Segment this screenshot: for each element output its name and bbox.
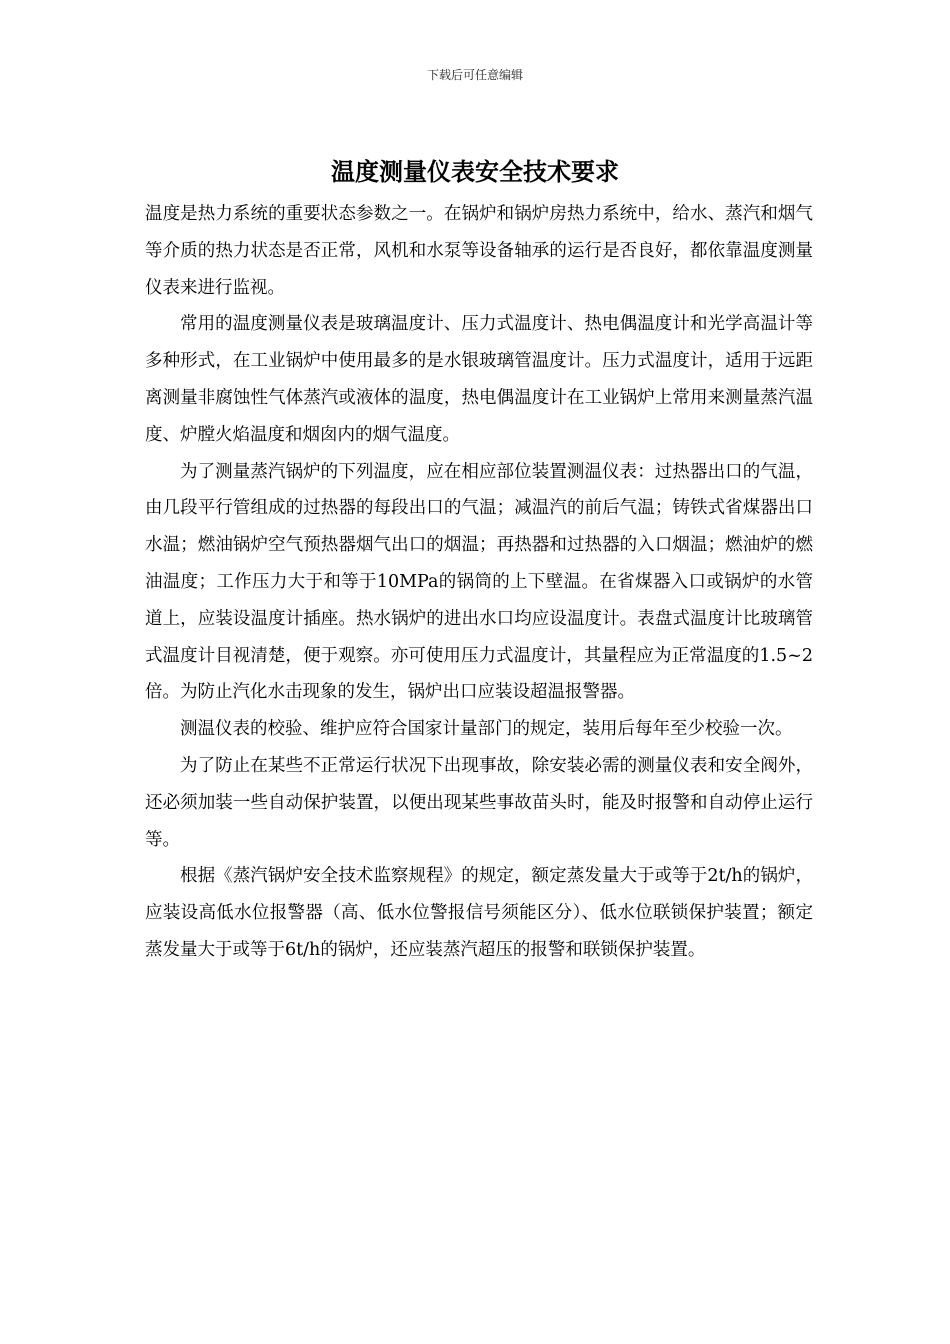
- paragraph-auto-protection: 为了防止在某些不正常运行状况下出现事故，除安装必需的测量仪表和安全阀外，还必须加装一些自动保护装置，以便出现某些事故苗头时，能及时报警和自动停止运行等。: [145, 755, 813, 850]
- document-title: 温度测量仪表安全技术要求: [331, 157, 619, 186]
- paragraph-steam-boiler-temperatures: 为了测量蒸汽锅炉的下列温度，应在相应部位装置测温仪表：过热器出口的气温，由几段平行管组成的过热器的每段出口的气温；减温汽的前后气温；铸铁式省煤器出口水温；燃油锅炉空气预热器烟气出口的烟温；再热器和过热器的入口烟温；燃油炉的燃油温度；工作压力大于和等于10MPa的锅筒的上下壁温。在省煤器入口或锅炉的水管道上，应装设温度计插座。热水锅炉的进出水口均应设温度计。表盘式温度计比玻璃管式温度计目视清楚，便于观察。亦可使用压力式温度计，其量程应为正常温度的1.5~2倍。为防止汽化水击现象的发生，锅炉出口应装设超温报警器。: [145, 461, 813, 703]
- page-header: 下载后可任意编辑: [426, 68, 523, 82]
- document-body: [145, 196, 813, 969]
- paragraph-calibration: 测温仪表的校验、维护应符合国家计量部门的规定，装用后每年至少校验一次。: [180, 719, 793, 740]
- paragraph-intro: 温度是热力系统的重要状态参数之一。在锅炉和锅炉房热力系统中，给水、蒸汽和烟气等介质的热力状态是否正常，风机和水泵等设备轴承的运行是否良好，都依靠温度测量仪表来进行监视。: [145, 204, 813, 298]
- paragraph-regulation: 根据《蒸汽锅炉安全技术监察规程》的规定，额定蒸发量大于或等于2t/h的锅炉，应装设高低水位报警器（高、低水位警报信号须能区分）、低水位联锁保护装置；额定蒸发量大于或等于6t/h的锅炉，还应装蒸汽超压的报警和联锁保护装置。: [145, 866, 813, 960]
- paragraph-common-instruments: 常用的温度测量仪表是玻璃温度计、压力式温度计、热电偶温度计和光学高温计等多种形式，在工业锅炉中使用最多的是水银玻璃管温度计。压力式温度计，适用于远距离测量非腐蚀性气体蒸汽或液体的温度，热电偶温度计在工业锅炉上常用来测量蒸汽温度、炉膛火焰温度和烟囱内的烟气温度。: [145, 314, 813, 445]
